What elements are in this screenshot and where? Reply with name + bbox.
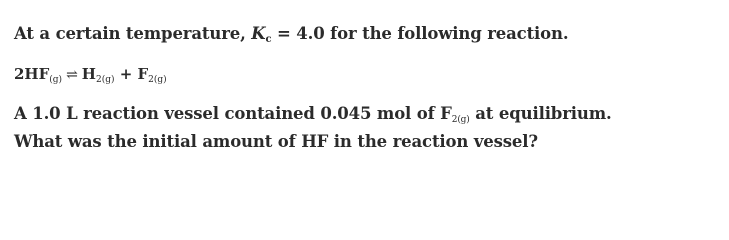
problem-intro bbox=[14, 23, 722, 51]
reactant: 2HF bbox=[14, 65, 50, 83]
product-h2: H bbox=[81, 65, 96, 83]
reaction-equation bbox=[14, 63, 722, 91]
product-f2-subscript: 2(g) bbox=[148, 75, 167, 85]
intro-text-end: = 4.0 for the following reaction. bbox=[271, 24, 569, 43]
question-text: What was the initial amount of HF in the reaction vessel? bbox=[14, 132, 538, 151]
product-h2-subscript: 2(g) bbox=[95, 75, 115, 85]
reactant-state: (g) bbox=[49, 75, 63, 85]
given-f2-subscript: 2(g) bbox=[451, 115, 470, 125]
product-f2: F bbox=[137, 65, 149, 83]
problem-statement bbox=[14, 23, 722, 153]
equilibrium-arrow-icon: ⇌ bbox=[66, 67, 78, 83]
given-info bbox=[14, 103, 722, 131]
given-text-end: at equilibrium. bbox=[469, 104, 612, 123]
intro-text: At a certain temperature, bbox=[14, 24, 252, 43]
given-text: A 1.0 L reaction vessel contained 0.045 mol of F bbox=[14, 104, 452, 123]
kc-symbol: K bbox=[251, 24, 266, 43]
plus-sign: + bbox=[114, 65, 138, 83]
kc-subscript: c bbox=[265, 34, 272, 45]
